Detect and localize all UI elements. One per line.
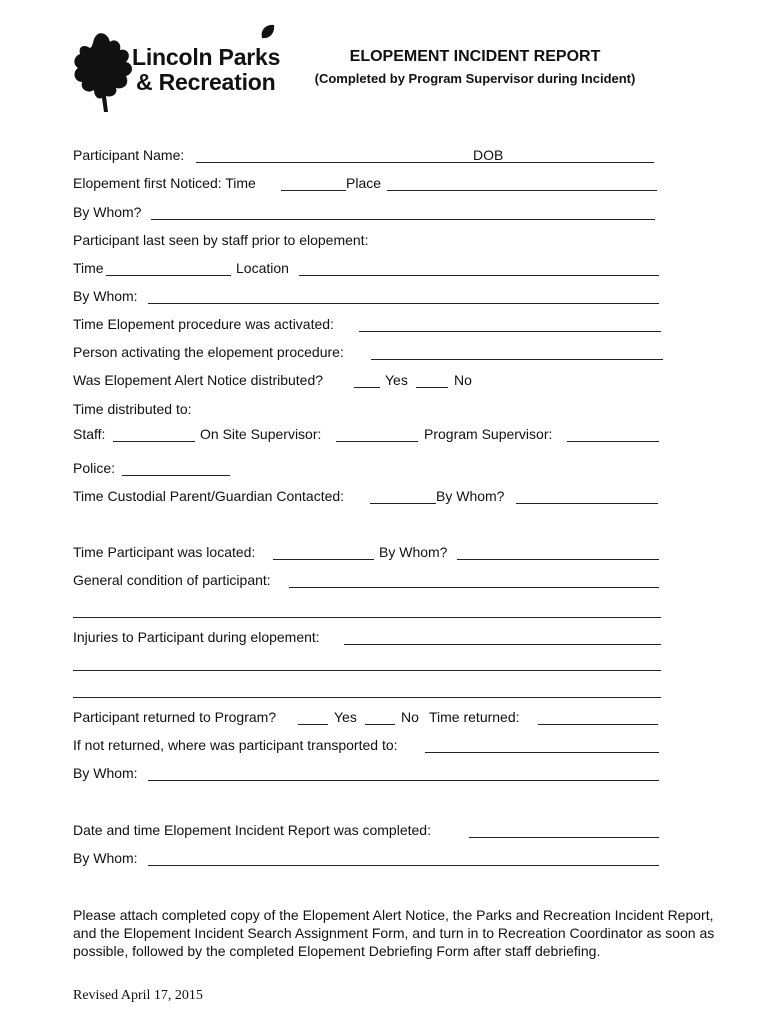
returned-yes-field[interactable] bbox=[298, 724, 328, 725]
location-field[interactable] bbox=[299, 275, 659, 276]
police-field[interactable] bbox=[122, 475, 230, 476]
general-condition-field-2[interactable] bbox=[73, 617, 661, 618]
by-whom-field-3[interactable] bbox=[148, 780, 659, 781]
police-row bbox=[73, 460, 673, 480]
custodial-contacted-row bbox=[73, 488, 673, 508]
place-label: Place bbox=[346, 175, 382, 191]
location-label: Location bbox=[236, 260, 289, 276]
onsite-supervisor-field[interactable] bbox=[336, 441, 418, 442]
yes-label: Yes bbox=[385, 372, 408, 388]
injuries-row bbox=[73, 629, 673, 649]
no-label: No bbox=[401, 709, 419, 725]
custodial-contacted-time-field[interactable] bbox=[370, 503, 436, 504]
time-returned-label: Time returned: bbox=[429, 709, 520, 725]
injuries-row-3 bbox=[73, 682, 673, 702]
injuries-row-2 bbox=[73, 655, 673, 675]
by-whom-field-2[interactable] bbox=[148, 303, 659, 304]
general-condition-row-2 bbox=[73, 602, 673, 622]
logo-text-line1: Lincoln Parks bbox=[132, 44, 281, 70]
staff-row bbox=[73, 426, 673, 446]
time-located-row bbox=[73, 544, 673, 564]
by-whom-label: By Whom? bbox=[436, 488, 505, 504]
program-supervisor-label: Program Supervisor: bbox=[424, 426, 553, 442]
yes-label: Yes bbox=[334, 709, 357, 725]
instructions-paragraph: Please attach completed copy of the Elopement Alert Notice, the Parks and Recreation Incident Report, and the Elopement Incident Search Assignment Form, and turn in to Recreation Coordinator as soon as possible, followed by the completed Elopement Debriefing Form after staff debriefing. bbox=[73, 907, 715, 959]
person-activating-field[interactable] bbox=[371, 359, 663, 360]
staff-label: Staff: bbox=[73, 426, 106, 442]
dob-field[interactable] bbox=[511, 162, 654, 163]
injuries-label: Injuries to Participant during elopement: bbox=[73, 629, 320, 645]
general-condition-field[interactable] bbox=[289, 587, 659, 588]
person-activating-label: Person activating the elopement procedure: bbox=[73, 344, 344, 360]
time-distributed-label: Time distributed to: bbox=[73, 401, 192, 417]
participant-name-label: Participant Name: bbox=[73, 147, 185, 163]
report-completed-field[interactable] bbox=[469, 837, 659, 838]
not-returned-label: If not returned, where was participant transported to: bbox=[73, 737, 398, 753]
general-condition-label: General condition of participant: bbox=[73, 572, 271, 588]
alert-distributed-row bbox=[73, 372, 673, 392]
located-by-whom-field[interactable] bbox=[457, 559, 659, 560]
alert-distributed-label: Was Elopement Alert Notice distributed? bbox=[73, 372, 324, 388]
injuries-field-2[interactable] bbox=[73, 670, 661, 671]
last-seen-label: Participant last seen by staff prior to elopement: bbox=[73, 232, 369, 248]
participant-name-row bbox=[73, 147, 673, 167]
alert-yes-field[interactable] bbox=[354, 387, 380, 388]
by-whom-field-1[interactable] bbox=[151, 219, 655, 220]
logo bbox=[70, 22, 310, 114]
police-label: Police: bbox=[73, 460, 116, 476]
by-whom-label: By Whom: bbox=[73, 765, 138, 781]
last-seen-time-field[interactable] bbox=[106, 275, 231, 276]
page-subtitle: (Completed by Program Supervisor during Incident) bbox=[314, 71, 636, 86]
injuries-field-3[interactable] bbox=[73, 697, 661, 698]
first-noticed-row bbox=[73, 175, 673, 195]
time-located-label: Time Participant was located: bbox=[73, 544, 256, 560]
person-activating-row bbox=[73, 344, 673, 364]
time-distributed-row bbox=[73, 401, 673, 421]
by-whom-label: By Whom? bbox=[379, 544, 448, 560]
first-noticed-label: Elopement first Noticed: Time bbox=[73, 175, 256, 191]
revised-date: Revised April 17, 2015 bbox=[73, 988, 203, 1003]
time-located-field[interactable] bbox=[273, 559, 374, 560]
last-seen-row bbox=[73, 232, 673, 252]
injuries-field[interactable] bbox=[344, 644, 661, 645]
onsite-supervisor-label: On Site Supervisor: bbox=[200, 426, 322, 442]
by-whom-row-3 bbox=[73, 765, 673, 785]
small-leaf-icon bbox=[258, 22, 278, 42]
procedure-activated-row bbox=[73, 316, 673, 336]
by-whom-row-2 bbox=[73, 288, 673, 308]
dob-label: DOB bbox=[473, 147, 504, 163]
alert-no-field[interactable] bbox=[416, 387, 448, 388]
place-field[interactable] bbox=[387, 190, 657, 191]
time-location-row bbox=[73, 260, 673, 280]
general-condition-row bbox=[73, 572, 673, 592]
by-whom-row-1 bbox=[73, 204, 673, 224]
report-completed-label: Date and time Elopement Incident Report was completed: bbox=[73, 822, 431, 838]
procedure-activated-field[interactable] bbox=[359, 331, 661, 332]
staff-field[interactable] bbox=[113, 441, 195, 442]
procedure-activated-label: Time Elopement procedure was activated: bbox=[73, 316, 334, 332]
returned-row bbox=[73, 709, 673, 729]
logo-text-line2: & Recreation bbox=[136, 69, 276, 95]
by-whom-field-4[interactable] bbox=[148, 865, 659, 866]
returned-label: Participant returned to Program? bbox=[73, 709, 277, 725]
first-noticed-time-field[interactable] bbox=[281, 190, 346, 191]
page-title: ELOPEMENT INCIDENT REPORT bbox=[349, 48, 601, 65]
custodial-contacted-label: Time Custodial Parent/Guardian Contacted: bbox=[73, 488, 345, 504]
by-whom-label: By Whom? bbox=[73, 204, 142, 220]
program-supervisor-field[interactable] bbox=[567, 441, 659, 442]
oak-leaf-icon bbox=[70, 30, 136, 114]
report-completed-row bbox=[73, 822, 673, 842]
returned-no-field[interactable] bbox=[365, 724, 395, 725]
by-whom-label: By Whom: bbox=[73, 288, 138, 304]
by-whom-label: By Whom: bbox=[73, 850, 138, 866]
time-label: Time bbox=[73, 260, 104, 276]
by-whom-row-4 bbox=[73, 850, 673, 870]
not-returned-row bbox=[73, 737, 673, 757]
custodial-by-whom-field[interactable] bbox=[516, 503, 658, 504]
no-label: No bbox=[454, 372, 472, 388]
not-returned-field[interactable] bbox=[425, 752, 659, 753]
time-returned-field[interactable] bbox=[538, 724, 658, 725]
